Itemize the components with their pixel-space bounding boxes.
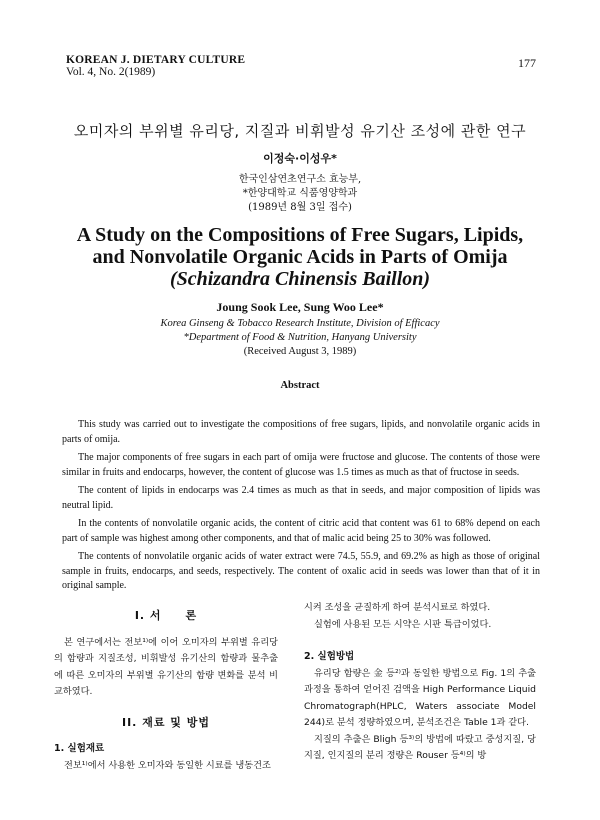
abstract-paragraph: The content of lipids in endocarps was 2.4 times as much as that in seeds, and major composition of lipids was neutral lipid. bbox=[62, 485, 540, 511]
abstract-paragraph: This study was carried out to investigate the compositions of free sugars, lipids, and nonvolatile organic acids in parts of omija. bbox=[62, 419, 540, 445]
abstract-paragraph: The contents of nonvolatile organic acids of water extract were 74.5, 55.9, and 69.2% as high as those of original sample in fruits, endocarps, and seeds, respectively. The content of oxalic acid in seeds was lower than that of it in original sample. bbox=[62, 551, 540, 591]
korean-received: (1989년 8월 3일 접수) bbox=[248, 202, 352, 213]
english-authors: Joung Sook Lee, Sung Woo Lee* bbox=[216, 300, 384, 314]
english-affiliation-1: Korea Ginseng & Tobacco Research Institute, Division of Efficacy bbox=[160, 318, 440, 329]
section-heading-introduction: I. 서 론 bbox=[134, 609, 198, 622]
materials-continued: 시켜 조성을 균질하게 하여 분석시료로 하였다. bbox=[304, 602, 491, 613]
korean-affiliation-2: *한양대학교 식품영양학과 bbox=[242, 188, 358, 199]
materials-paragraph: 전보¹⁾에서 사용한 오미자와 동일한 시료를 냉동건조 bbox=[64, 759, 271, 771]
journal-name: KOREAN J. DIETARY CULTURE bbox=[66, 54, 246, 66]
left-column bbox=[54, 600, 278, 774]
korean-title: 오미자의 부위별 유리당, 지질과 비휘발성 유기산 조성에 관한 연구 bbox=[73, 122, 527, 140]
page-number: 177 bbox=[518, 56, 536, 70]
english-title-line-3: (Schizandra Chinensis Baillon) bbox=[169, 268, 431, 290]
korean-affiliation-1: 한국인삼연초연구소 효능부, bbox=[238, 174, 362, 185]
english-title-line-1: A Study on the Compositions of Free Sugars, Lipids, bbox=[76, 224, 524, 246]
abstract-heading: Abstract bbox=[280, 380, 320, 391]
korean-authors: 이정숙·이성우* bbox=[263, 152, 337, 165]
abstract-paragraph: In the contents of nonvolatile organic acids, the content of citric acid that content was 61 to 68% depend on each part of sample was highest among other components, and that of malic acid being 25 to 30% was followed. bbox=[62, 518, 540, 544]
methods-paragraph-2: 지질의 추출은 Bligh 등³⁾의 방법에 따랐고 중성지질, 당지질, 인지질의 분리 정량은 Rouser 등⁴⁾의 방 bbox=[304, 733, 536, 761]
english-received: (Received August 3, 1989) bbox=[243, 346, 357, 357]
english-affiliation-2: *Department of Food & Nutrition, Hanyang University bbox=[183, 332, 417, 343]
subsection-heading-materials: 1. 실험재료 bbox=[54, 743, 105, 754]
reagents-paragraph: 실험에 사용된 모든 시약은 시판 특급이었다. bbox=[314, 618, 492, 630]
methods-paragraph-1: 유리당 함량은 金 등²⁾과 동일한 방법으로 Fig. 1의 추출과정을 통하여 얻어진 검액을 High Performance Liquid Chromatograph(HPLC, Waters associate Model 244)로 분석 정량하였으며, 분석조건은 Table 1과 같다. bbox=[304, 667, 536, 728]
abstract-body bbox=[62, 418, 540, 598]
abstract-paragraph: The major components of free sugars in each part of omija were fructose and glucose. The contents of those were similar in fruits and endocarps, however, the content of glucose was 1.5 times as much as that of fructose in seeds. bbox=[62, 452, 540, 478]
section-heading-methods: II. 재료 및 방법 bbox=[122, 715, 210, 729]
right-column bbox=[304, 600, 536, 765]
journal-volume: Vol. 4, No. 2(1989) bbox=[66, 66, 156, 78]
english-title-line-2: and Nonvolatile Organic Acids in Parts of Omija bbox=[92, 246, 508, 268]
introduction-paragraph: 본 연구에서는 전보¹⁾에 이어 오미자의 부위별 유리당의 함량과 지질조성, 비휘발성 유기산의 함량과 물추출에 따른 오미자의 부위별 유기산의 함량 변화를 분석 비교하였다. bbox=[54, 636, 278, 697]
english-title bbox=[0, 224, 600, 290]
subsection-heading-methods: 2. 실험방법 bbox=[304, 651, 355, 662]
